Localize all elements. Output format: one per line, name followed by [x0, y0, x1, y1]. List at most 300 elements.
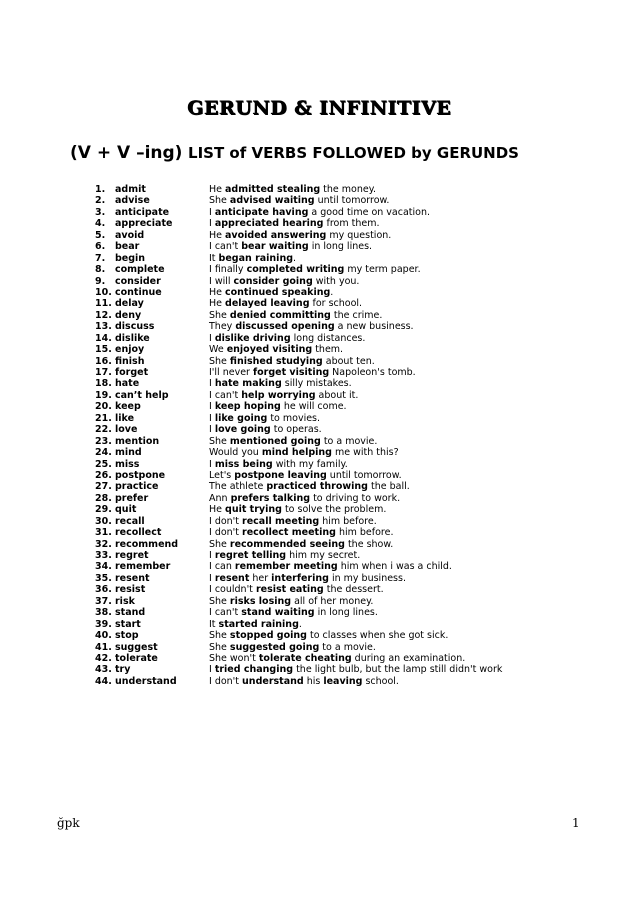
example-highlight: postpone leaving: [234, 469, 327, 481]
item-verb: start: [115, 618, 141, 630]
item-verb: recall: [115, 515, 145, 527]
example-highlight: enjoyed visiting: [226, 344, 313, 356]
example-highlight: continued speaking: [225, 286, 331, 298]
example-text: I: [209, 412, 215, 424]
item-number: 27.: [95, 481, 112, 493]
item-verb: begin: [115, 252, 146, 264]
example-text: them.: [312, 344, 344, 356]
example-text: The athlete: [209, 481, 267, 493]
example-text: She: [209, 538, 230, 550]
example-text: to operas.: [270, 424, 322, 436]
list-item: [95, 310, 615, 321]
list-item: [95, 184, 615, 195]
example-text: with my family.: [272, 458, 348, 470]
example-text: Would you: [209, 447, 262, 459]
list-item: [95, 676, 615, 687]
item-verb: discuss: [115, 321, 155, 333]
item-example-sentence: [209, 470, 402, 481]
list-item: [95, 218, 615, 229]
item-verb: keep: [115, 401, 141, 413]
example-highlight: dislike driving: [214, 332, 291, 344]
item-number: 10.: [95, 286, 112, 298]
item-verb: miss: [115, 458, 140, 470]
item-number: 1.: [95, 184, 106, 195]
item-example-sentence: [209, 390, 358, 401]
item-example-sentence: [209, 573, 406, 584]
example-text: I: [209, 550, 215, 561]
list-item: [95, 607, 615, 618]
section-heading-prefix: (V + V –ing): [70, 143, 183, 163]
example-text: with you.: [312, 275, 360, 287]
list-item: [95, 436, 615, 447]
example-text: the crime.: [330, 309, 383, 321]
example-text: the show.: [344, 538, 394, 550]
item-verb: quit: [115, 504, 137, 516]
example-text: the dessert.: [323, 584, 384, 596]
example-highlight: keep hoping: [214, 401, 281, 413]
example-text: about ten.: [322, 355, 375, 367]
list-item: [95, 584, 615, 595]
item-number: 25.: [95, 458, 112, 470]
list-item: [95, 195, 615, 206]
item-example-sentence: [209, 367, 416, 378]
item-verb: practice: [115, 481, 159, 493]
item-example-sentence: [209, 516, 377, 527]
example-text: to classes when she got sick.: [306, 630, 449, 642]
example-text: I: [209, 378, 215, 390]
item-number: 40.: [95, 630, 112, 642]
example-text: my question.: [326, 229, 392, 241]
item-number: 11.: [95, 298, 112, 310]
example-text: I couldn't: [209, 584, 256, 596]
item-number: 17.: [95, 367, 112, 378]
example-highlight: stand waiting: [241, 607, 315, 619]
item-example-sentence: [209, 184, 376, 195]
item-example-sentence: [209, 493, 400, 504]
example-text: I: [209, 458, 215, 470]
list-item: [95, 527, 615, 538]
example-highlight: remember meeting: [234, 561, 338, 573]
item-number: 20.: [95, 401, 112, 413]
item-number: 14.: [95, 332, 112, 344]
example-highlight: delayed leaving: [225, 298, 310, 310]
example-highlight: started raining: [218, 618, 299, 630]
example-text: a good time on vacation.: [308, 206, 430, 218]
item-number: 21.: [95, 412, 112, 424]
example-text: him when i was a child.: [337, 561, 452, 573]
example-text: Napoleon's tomb.: [329, 367, 416, 378]
item-example-sentence: [209, 676, 399, 687]
example-highlight: tried changing: [214, 664, 294, 676]
example-highlight: suggested going: [229, 641, 320, 653]
item-number: 39.: [95, 618, 112, 630]
example-highlight: appreciated hearing: [214, 218, 324, 230]
section-heading: [70, 143, 519, 163]
example-text: They: [209, 321, 236, 333]
example-text: .: [298, 618, 302, 630]
list-item: [95, 333, 615, 344]
example-highlight: quit trying: [225, 504, 282, 516]
list-item: [95, 424, 615, 435]
list-item: [95, 470, 615, 481]
item-example-sentence: [209, 527, 393, 538]
example-highlight: leaving: [323, 675, 363, 687]
example-highlight: anticipate having: [214, 206, 309, 218]
list-item: [95, 401, 615, 412]
example-text: We: [209, 344, 227, 356]
example-text: school.: [362, 675, 399, 687]
example-highlight: completed writing: [246, 264, 345, 276]
item-verb: consider: [115, 275, 161, 287]
item-verb: try: [115, 664, 131, 676]
item-example-sentence: [209, 459, 348, 470]
list-item: [95, 481, 615, 492]
item-example-sentence: [209, 356, 375, 367]
example-highlight: practiced throwing: [266, 481, 368, 493]
item-verb: resent: [115, 572, 150, 584]
item-example-sentence: [209, 561, 452, 572]
item-verb: advise: [115, 195, 150, 207]
item-verb: recollect: [115, 527, 162, 539]
example-text: to a movie.: [320, 435, 378, 447]
item-number: 28.: [95, 492, 112, 504]
example-text: in long lines.: [308, 241, 373, 253]
item-example-sentence: [209, 630, 448, 641]
list-item: [95, 367, 615, 378]
example-highlight: recall meeting: [242, 515, 320, 527]
item-example-sentence: [209, 310, 382, 321]
item-example-sentence: [209, 664, 502, 675]
example-highlight: discussed opening: [235, 321, 335, 333]
item-example-sentence: [209, 607, 378, 618]
item-example-sentence: [209, 619, 302, 630]
item-verb: like: [115, 412, 135, 424]
item-verb: understand: [115, 675, 177, 687]
example-text: to movies.: [267, 412, 321, 424]
example-highlight: hate making: [214, 378, 282, 390]
list-item: [95, 630, 615, 641]
example-text: to driving to work.: [310, 492, 401, 504]
example-text: She: [209, 630, 230, 642]
item-example-sentence: [209, 424, 322, 435]
example-text: She: [209, 309, 230, 321]
item-example-sentence: [209, 550, 360, 561]
item-verb: resist: [115, 584, 146, 596]
example-text: Ann: [209, 492, 231, 504]
item-example-sentence: [209, 276, 359, 287]
example-text: I can't: [209, 607, 242, 619]
example-highlight: miss being: [214, 458, 273, 470]
item-example-sentence: [209, 378, 352, 389]
item-verb: remember: [115, 561, 171, 573]
list-item: [95, 664, 615, 675]
example-highlight: like going: [214, 412, 268, 424]
item-verb: hate: [115, 378, 140, 390]
list-item: [95, 504, 615, 515]
list-item: [95, 550, 615, 561]
item-number: 34.: [95, 561, 112, 573]
example-highlight: prefers talking: [230, 492, 311, 504]
example-highlight: interfering: [271, 572, 329, 584]
item-verb: deny: [115, 309, 142, 321]
list-item: [95, 561, 615, 572]
item-number: 33.: [95, 550, 112, 561]
item-example-sentence: [209, 298, 362, 309]
item-verb: postpone: [115, 469, 166, 481]
item-example-sentence: [209, 596, 373, 607]
item-number: 4.: [95, 218, 106, 230]
list-item: [95, 596, 615, 607]
item-verb: forget: [115, 367, 149, 378]
item-verb: avoid: [115, 229, 145, 241]
item-verb: admit: [115, 184, 146, 195]
example-highlight: resist eating: [255, 584, 324, 596]
list-item: [95, 413, 615, 424]
item-example-sentence: [209, 539, 393, 550]
example-highlight: mentioned going: [229, 435, 321, 447]
page-title: GERUND & INFINITIVE: [187, 97, 451, 119]
item-example-sentence: [209, 447, 399, 458]
example-text: .: [293, 252, 297, 264]
example-text: her: [249, 572, 272, 584]
list-item: [95, 516, 615, 527]
item-verb: dislike: [115, 332, 150, 344]
example-text: I can't: [209, 389, 242, 401]
item-example-sentence: [209, 504, 386, 515]
item-example-sentence: [209, 230, 391, 241]
item-number: 43.: [95, 664, 112, 676]
item-number: 3.: [95, 206, 106, 218]
item-number: 44.: [95, 675, 112, 687]
footer-author: ğpk: [57, 816, 80, 830]
example-highlight: tolerate cheating: [258, 652, 352, 664]
item-number: 12.: [95, 309, 112, 321]
item-number: 35.: [95, 572, 112, 584]
example-text: He: [209, 229, 226, 241]
item-verb: bear: [115, 241, 140, 253]
example-text: Let's: [209, 469, 235, 481]
item-number: 22.: [95, 424, 112, 436]
item-verb: risk: [115, 595, 135, 607]
example-text: him my secret.: [286, 550, 361, 561]
item-number: 32.: [95, 538, 112, 550]
item-number: 18.: [95, 378, 112, 390]
item-example-sentence: [209, 253, 296, 264]
item-number: 42.: [95, 652, 112, 664]
item-number: 38.: [95, 607, 112, 619]
list-item: [95, 207, 615, 218]
example-text: in my business.: [328, 572, 406, 584]
example-text: I: [209, 401, 215, 413]
item-example-sentence: [209, 344, 343, 355]
item-verb: stop: [115, 630, 139, 642]
item-number: 24.: [95, 447, 112, 459]
example-text: all of her money.: [291, 595, 374, 607]
example-text: he will come.: [280, 401, 347, 413]
list-item: [95, 653, 615, 664]
example-highlight: consider going: [233, 275, 313, 287]
list-item: [95, 321, 615, 332]
item-number: 9.: [95, 275, 106, 287]
item-verb: love: [115, 424, 138, 436]
list-item: [95, 642, 615, 653]
item-verb: complete: [115, 264, 165, 276]
example-text: him before.: [335, 527, 394, 539]
example-text: She: [209, 641, 230, 653]
example-text: She won't: [209, 652, 259, 664]
item-number: 13.: [95, 321, 112, 333]
list-item: [95, 230, 615, 241]
section-heading-text: LIST of VERBS FOLLOWED by GERUNDS: [188, 144, 519, 162]
item-example-sentence: [209, 413, 320, 424]
example-text: She: [209, 195, 230, 207]
example-text: him before.: [319, 515, 377, 527]
example-text: to solve the problem.: [281, 504, 387, 516]
list-item: [95, 356, 615, 367]
example-text: until tomorrow.: [326, 469, 402, 481]
example-text: He: [209, 286, 226, 298]
example-text: I don't: [209, 527, 243, 539]
item-verb: regret: [115, 550, 149, 561]
item-example-sentence: [209, 287, 333, 298]
example-text: in long lines.: [314, 607, 378, 619]
example-text: I don't: [209, 515, 243, 527]
example-text: I'll never: [209, 367, 253, 378]
item-number: 19.: [95, 389, 112, 401]
list-item: [95, 539, 615, 550]
example-text: the money.: [320, 184, 377, 195]
example-text: It: [209, 618, 219, 630]
item-example-sentence: [209, 401, 347, 412]
example-text: She: [209, 595, 230, 607]
example-text: She: [209, 435, 230, 447]
example-highlight: denied committing: [229, 309, 331, 321]
item-verb: mind: [115, 447, 142, 459]
list-item: [95, 390, 615, 401]
list-item: [95, 344, 615, 355]
list-item: [95, 287, 615, 298]
example-text: silly mistakes.: [281, 378, 352, 390]
item-number: 2.: [95, 195, 106, 207]
item-verb: finish: [115, 355, 145, 367]
example-text: until tomorrow.: [314, 195, 390, 207]
item-number: 29.: [95, 504, 112, 516]
item-verb: stand: [115, 607, 146, 619]
example-text: to a movie.: [319, 641, 376, 653]
list-item: [95, 447, 615, 458]
example-text: the ball.: [367, 481, 410, 493]
example-text: my term paper.: [344, 264, 421, 276]
item-number: 15.: [95, 344, 112, 356]
example-text: for school.: [309, 298, 363, 310]
example-text: I finally: [209, 264, 247, 276]
example-text: the light bulb, but the lamp still didn't work: [293, 664, 503, 676]
example-highlight: recommended seeing: [229, 538, 345, 550]
example-text: I: [209, 218, 215, 230]
item-example-sentence: [209, 241, 372, 252]
item-number: 8.: [95, 264, 106, 276]
item-number: 30.: [95, 515, 112, 527]
item-example-sentence: [209, 195, 389, 206]
item-verb: tolerate: [115, 652, 158, 664]
item-number: 23.: [95, 435, 112, 447]
item-verb: prefer: [115, 492, 149, 504]
item-verb: delay: [115, 298, 144, 310]
example-text: from them.: [323, 218, 380, 230]
example-text: his: [303, 675, 324, 687]
example-highlight: began raining: [218, 252, 294, 264]
list-item: [95, 619, 615, 630]
example-text: I: [209, 424, 215, 436]
item-number: 7.: [95, 252, 106, 264]
example-text: .: [330, 286, 334, 298]
item-number: 41.: [95, 641, 112, 653]
item-number: 31.: [95, 527, 112, 539]
item-example-sentence: [209, 653, 465, 664]
example-text: I: [209, 664, 215, 676]
item-verb: mention: [115, 435, 160, 447]
example-text: It: [209, 252, 219, 264]
item-number: 5.: [95, 229, 106, 241]
item-number: 37.: [95, 595, 112, 607]
example-highlight: forget visiting: [252, 367, 330, 378]
example-text: a new business.: [334, 321, 414, 333]
item-number: 36.: [95, 584, 112, 596]
list-item: [95, 378, 615, 389]
example-text: long distances.: [290, 332, 366, 344]
item-verb: enjoy: [115, 344, 145, 356]
example-highlight: finished studying: [229, 355, 323, 367]
item-number: 16.: [95, 355, 112, 367]
example-text: me with this?: [331, 447, 399, 459]
item-example-sentence: [209, 207, 430, 218]
list-item: [95, 573, 615, 584]
example-highlight: recollect meeting: [242, 527, 336, 539]
verb-list: [95, 184, 615, 687]
item-number: 26.: [95, 469, 112, 481]
example-highlight: risks losing: [229, 595, 292, 607]
example-highlight: resent: [214, 572, 250, 584]
item-example-sentence: [209, 481, 410, 492]
example-text: I don't: [209, 675, 243, 687]
item-number: 6.: [95, 241, 106, 253]
example-highlight: regret telling: [214, 550, 287, 561]
list-item: [95, 298, 615, 309]
example-text: He: [209, 298, 226, 310]
example-highlight: avoided answering: [225, 229, 327, 241]
list-item: [95, 253, 615, 264]
item-verb: recommend: [115, 538, 179, 550]
example-text: I can: [209, 561, 235, 573]
item-verb: anticipate: [115, 206, 170, 218]
example-text: I: [209, 332, 215, 344]
item-verb: appreciate: [115, 218, 173, 230]
item-verb: can’t help: [115, 389, 169, 401]
example-highlight: love going: [214, 424, 271, 436]
list-item: [95, 459, 615, 470]
item-example-sentence: [209, 584, 384, 595]
example-text: She: [209, 355, 230, 367]
example-highlight: advised waiting: [229, 195, 315, 207]
example-text: He: [209, 184, 226, 195]
example-text: I: [209, 206, 215, 218]
example-highlight: understand: [242, 675, 304, 687]
example-text: about it.: [315, 389, 359, 401]
item-example-sentence: [209, 642, 376, 653]
example-text: I can't: [209, 241, 242, 253]
example-highlight: admitted stealing: [225, 184, 321, 195]
example-text: He: [209, 504, 226, 516]
